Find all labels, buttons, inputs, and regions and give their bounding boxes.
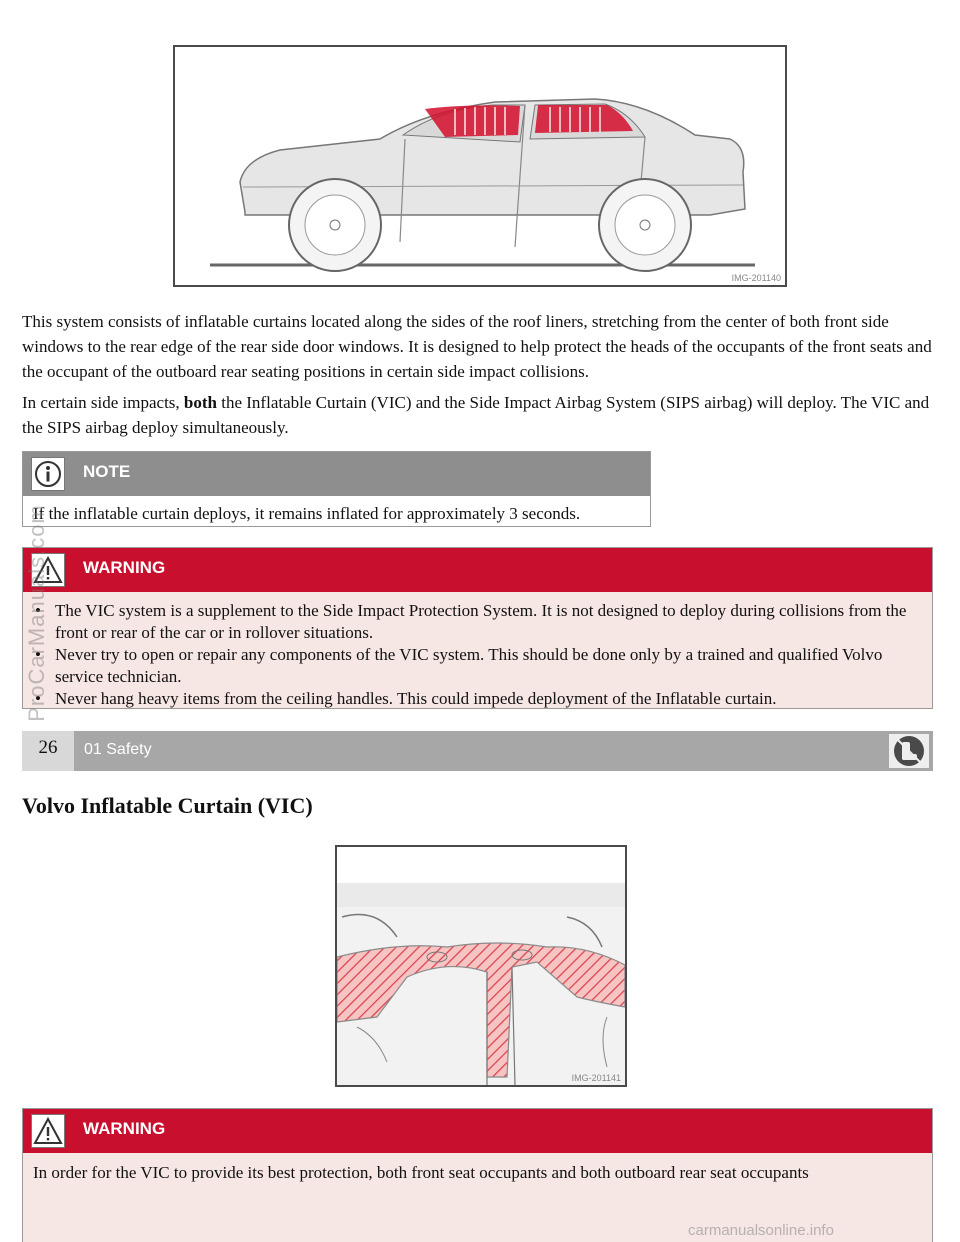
paragraph-bold-word: both	[183, 393, 217, 412]
bottom-watermark: carmanualsonline.info	[688, 1222, 834, 1239]
section-label: 01 Safety	[84, 741, 152, 758]
interior-curtain-drawing	[337, 847, 625, 1085]
warning-item: • The VIC system is a supplement to the Side Impact Protection System. It is not designed to deploy during collisions from the front or rear of the car or in rollover situations.	[33, 600, 933, 644]
page-number: 26	[22, 731, 74, 771]
car-side-drawing	[175, 47, 785, 285]
warning-text-2: In order for the VIC to provide its best protection, both front seat occupants and both outboard rear seat occupants	[33, 1163, 809, 1182]
warning-list	[33, 600, 933, 710]
warning-heading-2: WARNING	[83, 1119, 166, 1138]
section-header-bar	[22, 731, 933, 771]
figure-id-label: IMG-201140	[731, 273, 781, 283]
warning-item: • Never hang heavy items from the ceiling handles. This could impede deployment of the Inflatable curtain.	[33, 688, 933, 710]
side-watermark: ProCarManuals.com	[23, 504, 49, 722]
warning-box	[22, 547, 933, 709]
page-title: Volvo Inflatable Curtain (VIC)	[22, 793, 313, 818]
note-header	[23, 452, 650, 496]
seat-safety-icon	[889, 734, 929, 768]
paragraph-text-end: the Inflatable Curtain (VIC) and the Side Impact Airbag System (SIPS airbag) will deploy. The VIC and the SIPS airbag deploy simultaneously.	[22, 393, 930, 437]
car-side-illustration	[173, 45, 787, 287]
interior-curtain-illustration	[335, 845, 627, 1087]
figure-id-label: IMG-201141	[571, 1073, 621, 1083]
info-icon	[31, 457, 65, 491]
warning-header	[23, 548, 932, 592]
note-box	[22, 451, 651, 527]
warning-item: • Never try to open or repair any components of the VIC system. This should be done only by a trained and qualified Volvo service technician.	[33, 644, 933, 688]
deployment-paragraph	[22, 390, 937, 440]
warning-header-2	[23, 1109, 932, 1153]
description-paragraph: This system consists of inflatable curtains located along the sides of the roof liners, stretching from the center of both front side windows to the rear edge of the rear side door windows. It is designed to help protect the heads of the occupants of the front seats and the occupant of the outboard rear seating positions in certain side impact collisions.	[22, 312, 932, 381]
note-heading: NOTE	[83, 462, 131, 481]
note-text: If the inflatable curtain deploys, it remains inflated for approximately 3 seconds.	[33, 504, 581, 523]
warning-triangle-icon	[31, 1114, 65, 1148]
warning-heading: WARNING	[83, 558, 166, 577]
paragraph-text-start: In certain side impacts,	[22, 393, 184, 412]
